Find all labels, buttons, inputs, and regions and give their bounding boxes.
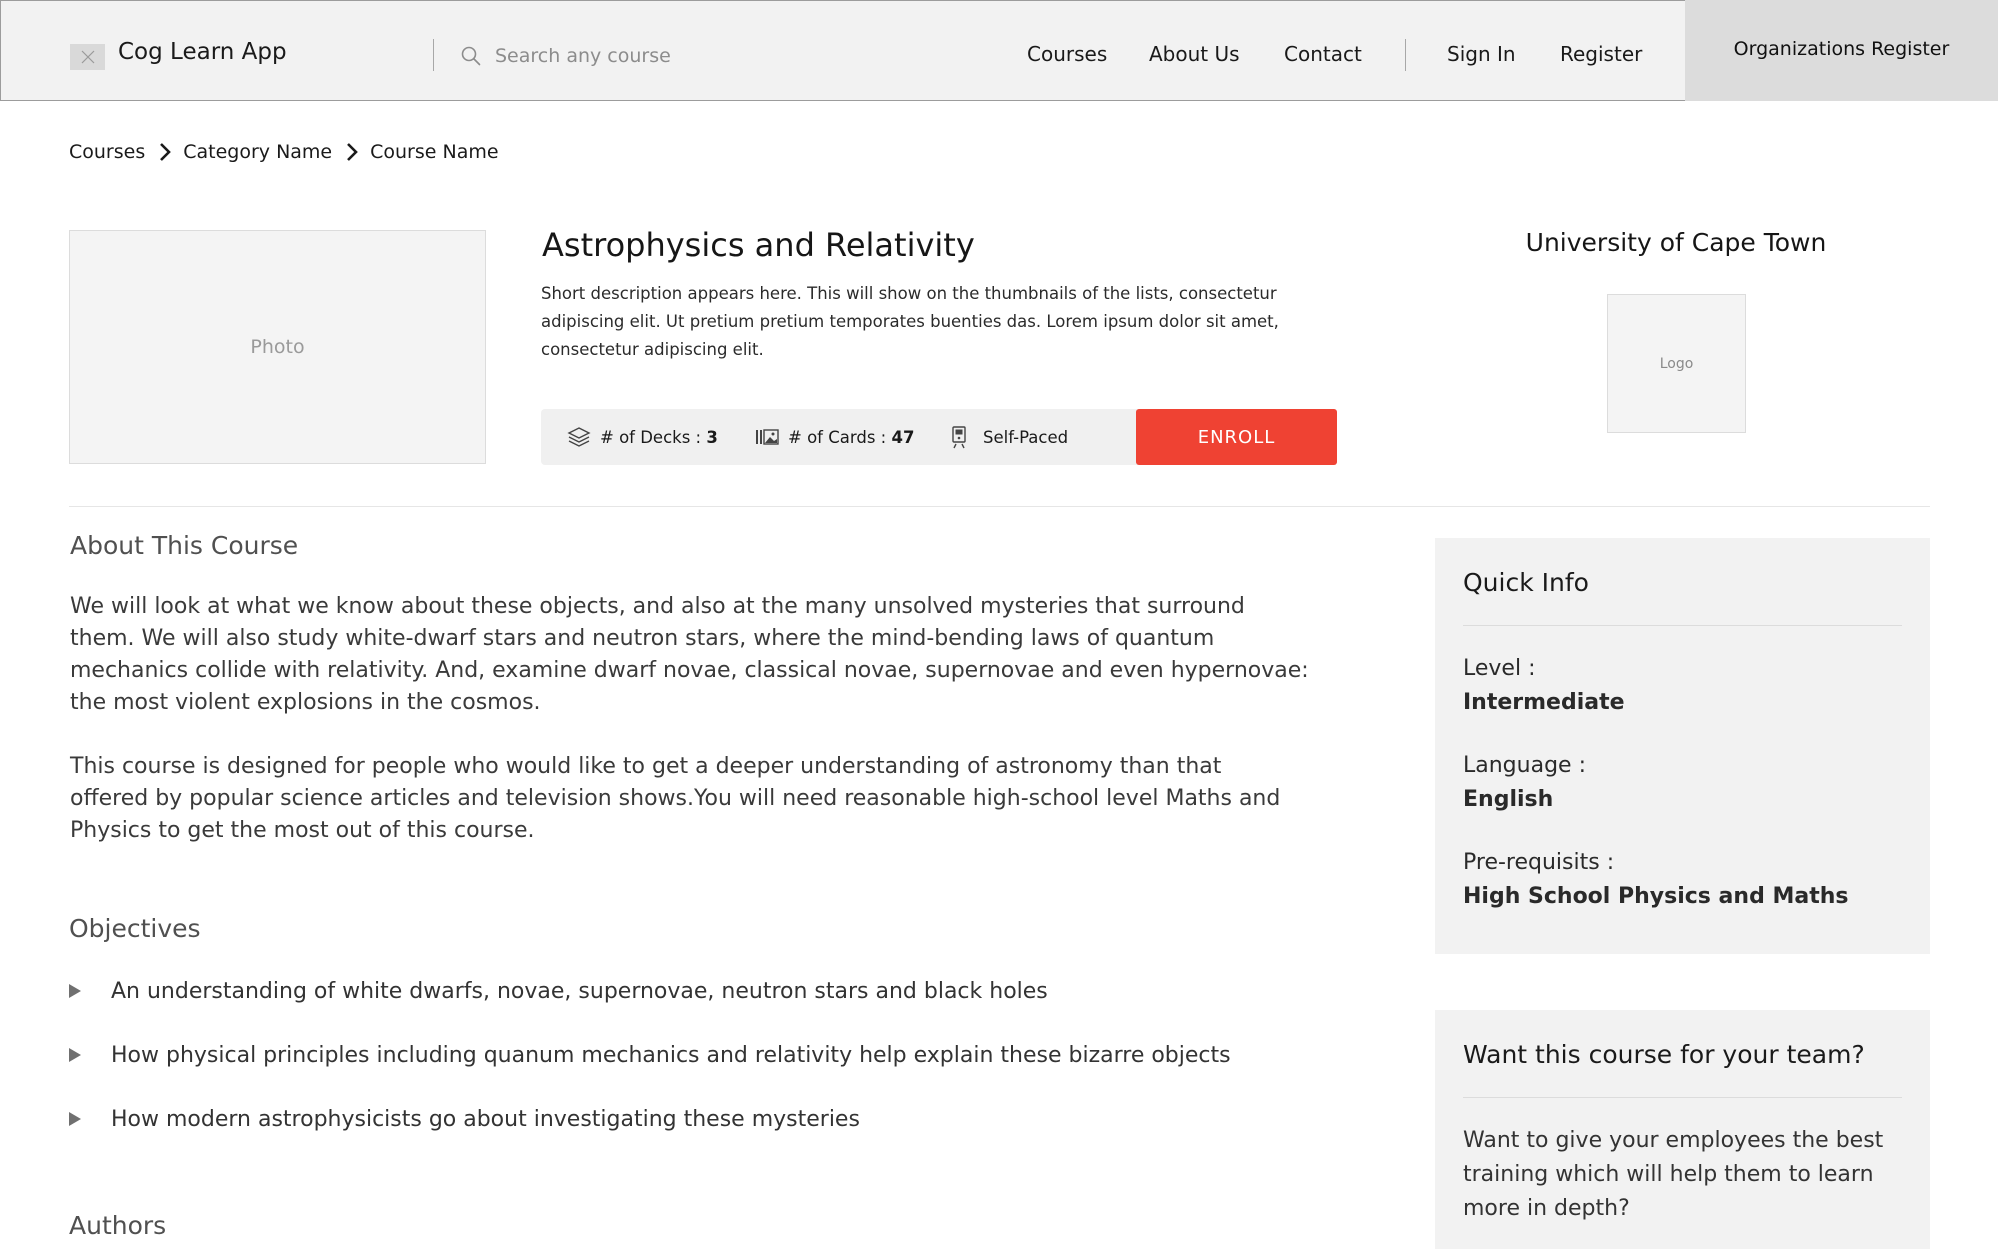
chevron-right-icon [346, 142, 358, 162]
quick-info-card [1435, 538, 1930, 954]
university-logo [1607, 294, 1746, 433]
chevron-right-icon [159, 142, 171, 162]
stat-decks [567, 409, 718, 465]
triangle-bullet-icon [69, 1048, 81, 1062]
header-bar [0, 0, 1685, 101]
prereq-label: Pre-requisits : [1463, 850, 1615, 875]
pace-label: Self-Paced [983, 427, 1069, 447]
level-value: Intermediate [1463, 690, 1625, 715]
nav-about-us[interactable]: About Us [1149, 42, 1240, 66]
decks-value: 3 [706, 427, 718, 447]
about-heading: About This Course [70, 531, 299, 560]
course-title: Astrophysics and Relativity [542, 226, 975, 264]
nav-divider [1405, 39, 1406, 71]
triangle-bullet-icon [69, 1112, 81, 1126]
objective-text: An understanding of white dwarfs, novae, supernovae, neutron stars and black holes [111, 978, 1048, 1004]
self-paced-icon [951, 425, 967, 449]
objective-text: How modern astrophysicists go about investigating these mysteries [111, 1106, 860, 1132]
breadcrumb-courses[interactable]: Courses [69, 141, 146, 163]
stat-cards [755, 409, 914, 465]
breadcrumb-category[interactable]: Category Name [183, 141, 333, 163]
decks-label: # of Decks : [600, 427, 702, 447]
objectives-heading: Objectives [69, 914, 201, 943]
about-p1-line: mechanics collide with relativity. And, examine dwarf novae, classical novae, supernovae and even hypernovae: [70, 658, 1309, 683]
about-p1-line: them. We will also study white-dwarf stars and neutron stars, where the mind-bending laws of quantum [70, 626, 1215, 651]
objective-item [69, 1040, 1231, 1070]
triangle-bullet-icon [69, 984, 81, 998]
organizations-register-button[interactable]: Organizations Register [1685, 0, 1998, 101]
prereq-value: High School Physics and Maths [1463, 884, 1849, 909]
language-label: Language : [1463, 753, 1586, 778]
search-placeholder[interactable]: Search any course [495, 45, 671, 67]
layers-icon [567, 426, 591, 448]
objective-text: How physical principles including quanum mechanics and relativity help explain these bizarre objects [111, 1042, 1231, 1068]
team-text-line: training which will help them to learn [1463, 1162, 1874, 1187]
nav-sign-in[interactable]: Sign In [1447, 42, 1516, 66]
quick-info-divider [1463, 625, 1902, 626]
about-paragraph-1 [70, 591, 1330, 719]
search-input[interactable] [461, 41, 671, 71]
about-paragraph-2 [70, 751, 1330, 847]
team-title: Want this course for your team? [1463, 1040, 1865, 1069]
cards-icon [755, 428, 779, 446]
about-p1-line: the most violent explosions in the cosmos. [70, 690, 541, 715]
about-p1-line: We will look at what we know about these objects, and also at the many unsolved mysteries that surround [70, 594, 1245, 619]
app-name[interactable]: Cog Learn App [118, 39, 287, 65]
language-value: English [1463, 787, 1554, 812]
team-text [1463, 1124, 1908, 1226]
course-photo [69, 230, 486, 464]
course-stats-bar [541, 409, 1137, 465]
university-name: University of Cape Town [1525, 228, 1827, 257]
about-p2-line: This course is designed for people who would like to get a deeper understanding of astronomy than that [70, 754, 1222, 779]
section-divider [69, 506, 1930, 507]
team-text-line: more in depth? [1463, 1196, 1630, 1221]
team-divider [1463, 1097, 1902, 1098]
close-x-icon [81, 50, 95, 64]
stat-pace [951, 409, 1068, 465]
objective-item [69, 976, 1048, 1006]
team-text-line: Want to give your employees the best [1463, 1128, 1884, 1153]
quick-info-title: Quick Info [1463, 568, 1589, 597]
team-card [1435, 1010, 1930, 1249]
search-icon [461, 46, 481, 66]
photo-placeholder-label: Photo [250, 336, 305, 358]
app-logo[interactable] [70, 44, 105, 70]
nav-courses[interactable]: Courses [1027, 42, 1108, 66]
cards-value: 47 [891, 427, 915, 447]
nav-contact[interactable]: Contact [1284, 42, 1362, 66]
about-p2-line: offered by popular science articles and television shows.You will need reasonable high-school level Maths and [70, 786, 1281, 811]
top-header [0, 0, 1998, 101]
objective-item [69, 1104, 860, 1134]
nav-register[interactable]: Register [1560, 42, 1643, 66]
header-divider [433, 39, 434, 71]
course-short-description: Short description appears here. This will show on the thumbnails of the lists, consectetur adipiscing elit. Ut pretium pretium temporates buenties das. Lorem ipsum dolor sit amet, consectetur adipiscing elit. [541, 284, 1279, 359]
breadcrumb-course: Course Name [370, 141, 499, 163]
logo-placeholder-label: Logo [1659, 355, 1694, 372]
cards-label: # of Cards : [788, 427, 887, 447]
breadcrumb [69, 138, 499, 166]
about-p2-line: Physics to get the most out of this course. [70, 818, 535, 843]
level-label: Level : [1463, 656, 1536, 681]
authors-heading: Authors [69, 1211, 167, 1240]
enroll-button[interactable]: ENROLL [1136, 409, 1337, 465]
